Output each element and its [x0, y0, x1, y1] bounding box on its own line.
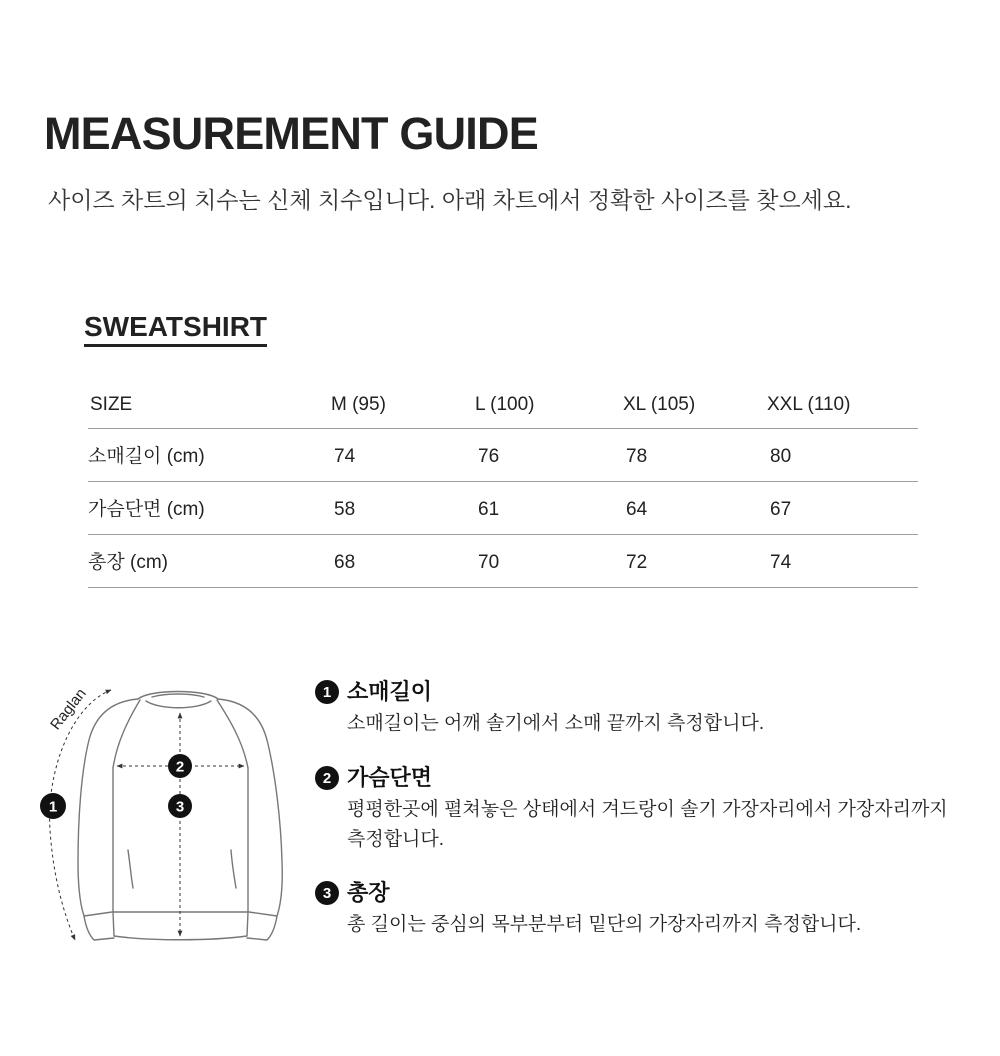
- number-badge: 1: [315, 680, 339, 704]
- marker-total-length: [168, 794, 192, 818]
- table-cell: 61: [478, 499, 500, 520]
- table-header-cell: M (95): [331, 393, 386, 415]
- measurement-description: 평평한곳에 펼쳐놓은 상태에서 겨드랑이 솔기 가장자리에서 가장자리까지 측정합니다.: [347, 799, 948, 850]
- measurement-title: 소매길이: [347, 679, 433, 704]
- left-pocket-line: [128, 850, 133, 888]
- table-cell: 74: [770, 552, 792, 573]
- measurement-title: 총장: [347, 880, 390, 905]
- table-header-cell: XL (105): [623, 393, 696, 415]
- measurement-title: 가슴단면: [347, 765, 433, 790]
- measurement-item-chest-width: [315, 763, 970, 855]
- table-cell: 68: [334, 552, 356, 573]
- marker-number: 1: [48, 798, 58, 816]
- table-cell: 74: [334, 446, 356, 467]
- table-header-cell: SIZE: [90, 393, 133, 415]
- product-name: SWEATSHIRT: [84, 310, 267, 347]
- table-cell: 58: [334, 499, 356, 520]
- table-row-label: 소매길이 (cm): [88, 446, 205, 467]
- raglan-label: Raglan: [47, 685, 90, 734]
- measurement-heading: [315, 878, 970, 908]
- table-cell: 72: [626, 552, 648, 573]
- number-badge: 3: [315, 881, 339, 905]
- marker-number: 3: [175, 798, 185, 816]
- size-table: [88, 381, 918, 588]
- number-badge: 2: [315, 766, 339, 790]
- collar-inner-line: [146, 701, 211, 708]
- measurement-description: 소매길이는 어깨 솔기에서 소매 끝까지 측정합니다.: [347, 713, 765, 734]
- table-row: [88, 535, 918, 588]
- table-row: [88, 429, 918, 482]
- right-cuff: [247, 912, 277, 940]
- right-pocket-line: [231, 850, 236, 888]
- table-cell: 70: [478, 552, 500, 573]
- back-neck-line: [152, 694, 204, 697]
- table-header-row: [88, 381, 918, 429]
- table-row-label: 총장 (cm): [88, 552, 168, 573]
- marker-sleeve-length: [40, 793, 66, 819]
- collar-outer-line: [138, 692, 218, 700]
- measurement-description: 총 길이는 중심의 목부분부터 밑단의 가장자리까지 측정합니다.: [347, 914, 862, 935]
- table-header-cell: L (100): [475, 393, 535, 415]
- measurement-heading: [315, 763, 970, 793]
- page-subtitle: 사이즈 차트의 치수는 신체 치수입니다. 아래 차트에서 정확한 사이즈를 찾으세요.: [48, 187, 852, 213]
- marker-number: 2: [175, 758, 185, 776]
- table-row: [88, 482, 918, 535]
- table-cell: 78: [626, 446, 648, 467]
- table-header-cell: XXL (110): [767, 393, 851, 415]
- sweatshirt-diagram: [30, 675, 305, 950]
- table-cell: 67: [770, 499, 792, 520]
- measurement-item-sleeve-length: [315, 677, 970, 739]
- measurement-heading: [315, 677, 970, 707]
- table-row-label: 가슴단면 (cm): [88, 499, 205, 520]
- marker-chest-width: [168, 754, 192, 778]
- left-cuff: [84, 912, 114, 940]
- right-raglan-seam: [217, 700, 248, 768]
- page-title: MEASUREMENT GUIDE: [44, 108, 538, 159]
- measurement-item-total-length: [315, 878, 970, 940]
- table-cell: 76: [478, 446, 500, 467]
- left-raglan-seam: [113, 700, 140, 768]
- table-cell: 80: [770, 446, 792, 467]
- right-sleeve-outline: [218, 699, 282, 916]
- left-sleeve-outline: [78, 699, 138, 916]
- table-cell: 64: [626, 499, 648, 520]
